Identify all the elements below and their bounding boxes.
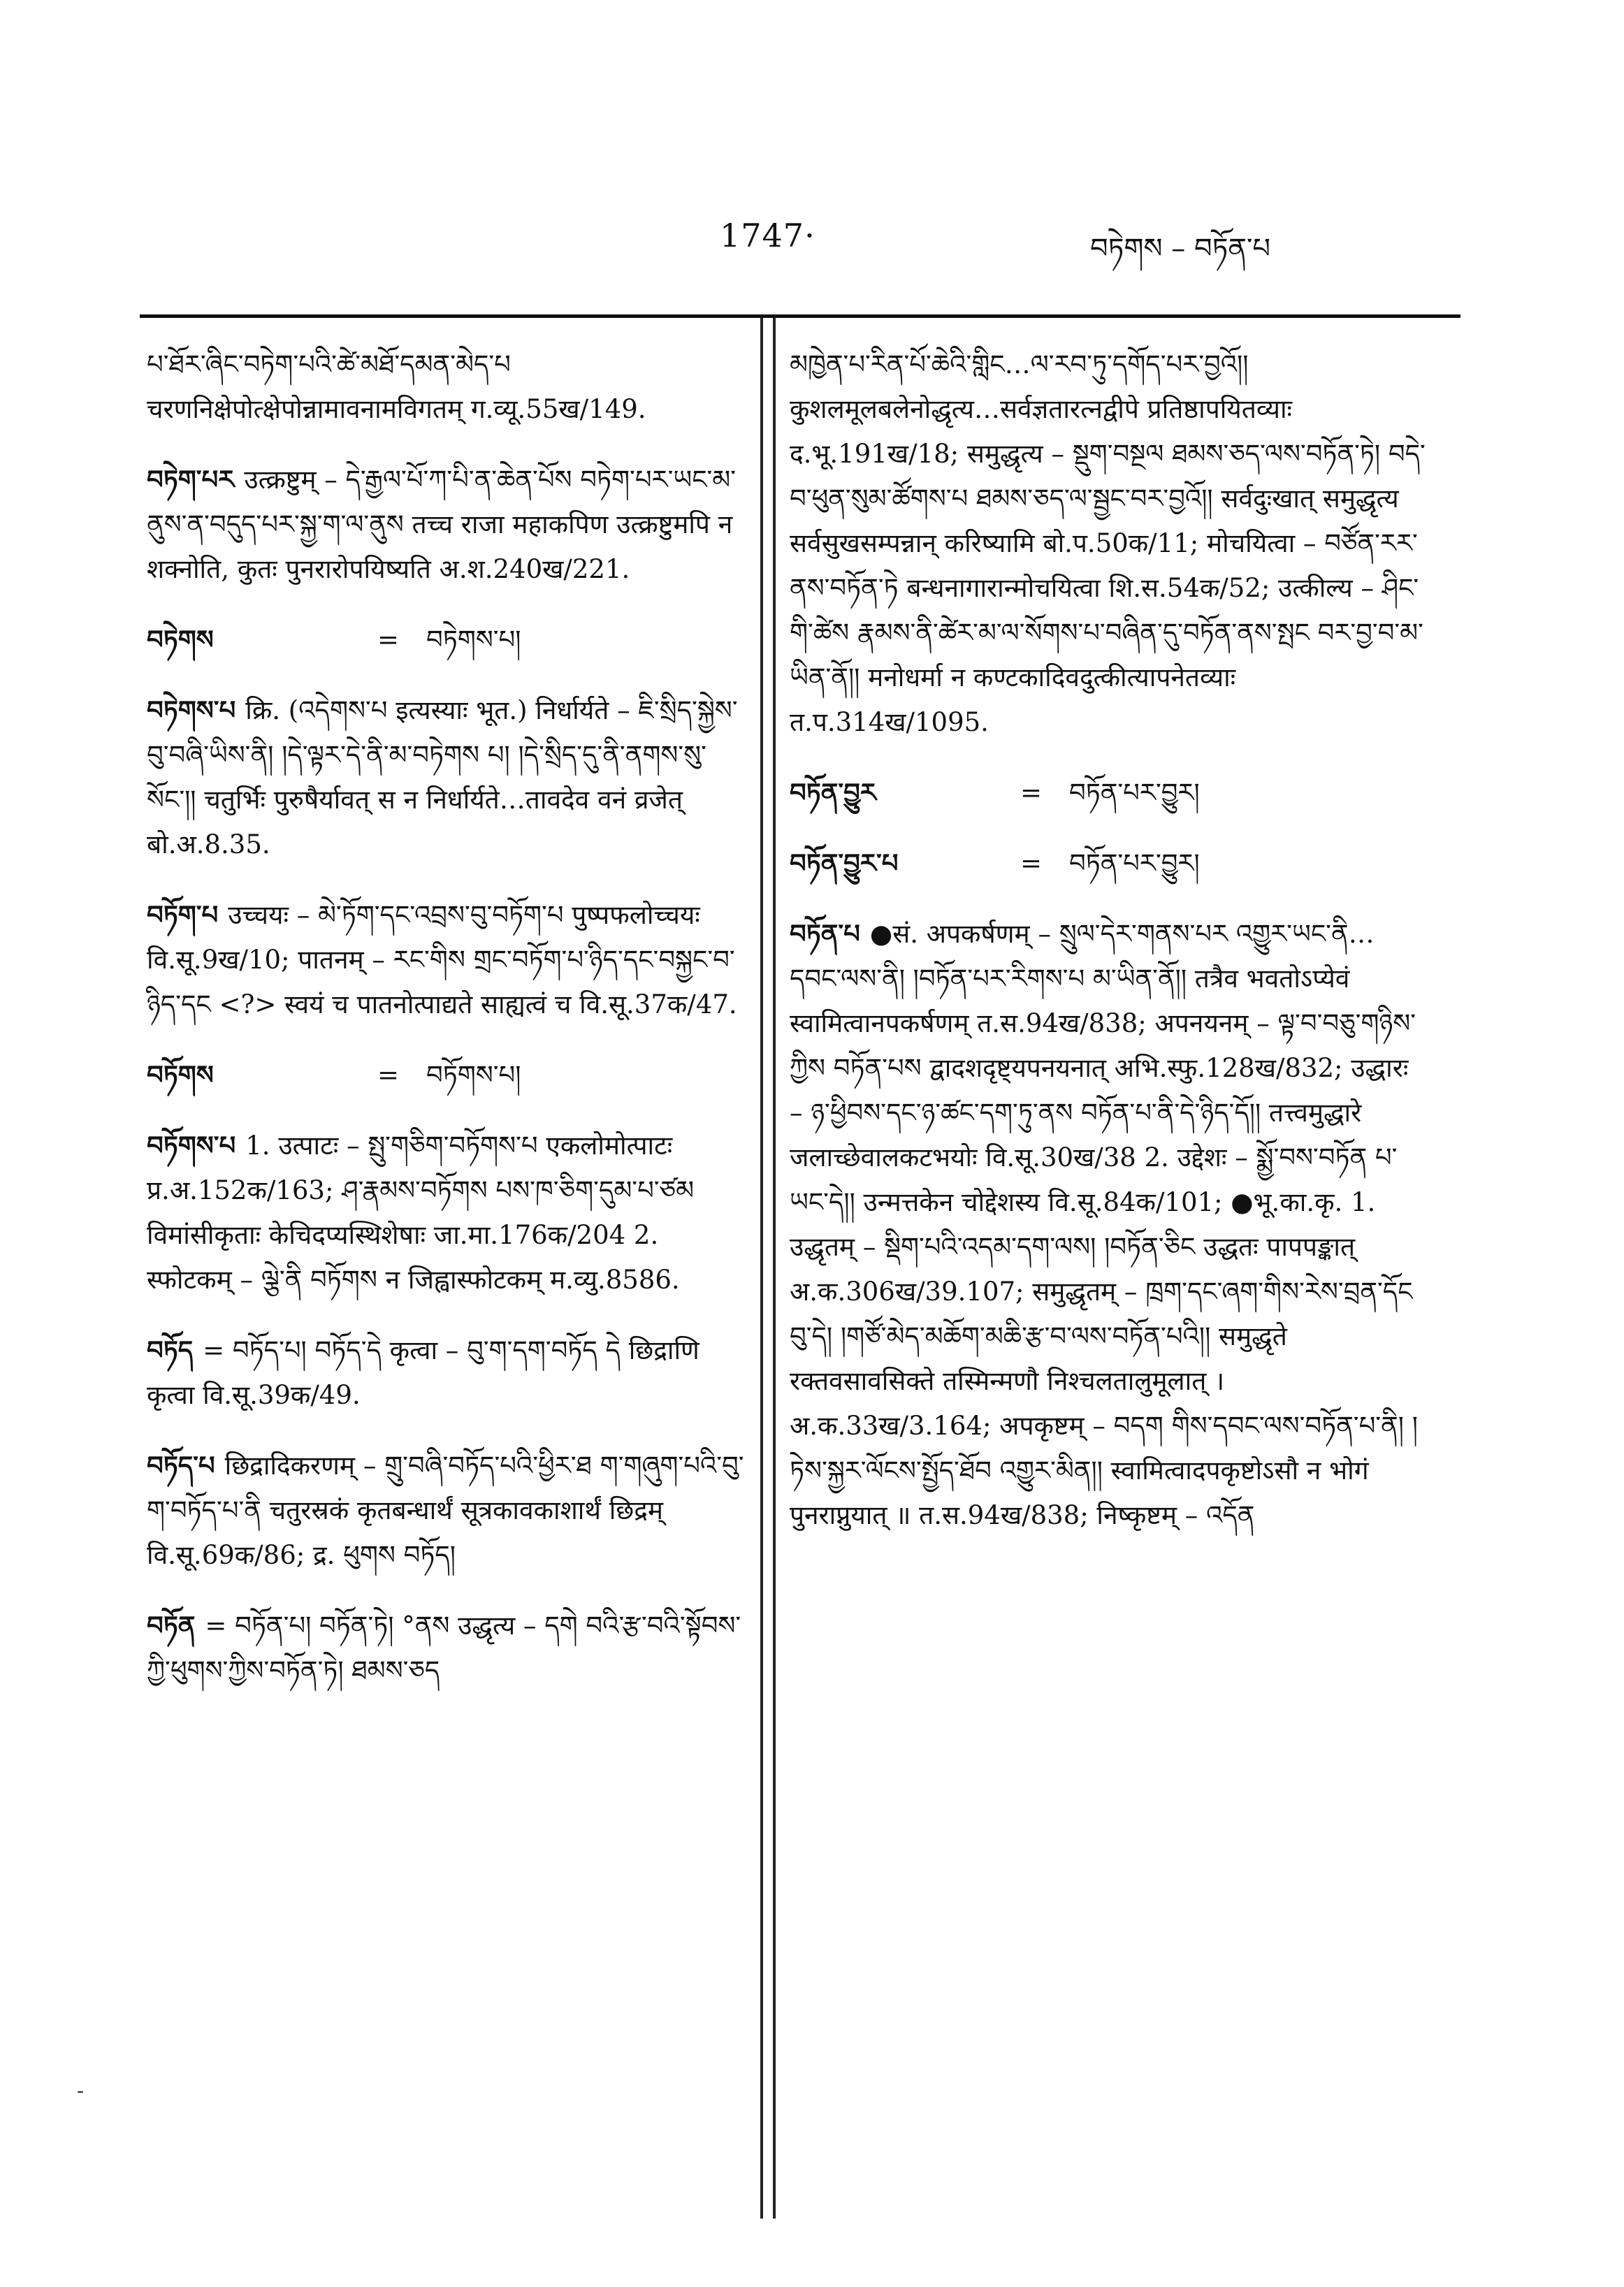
entry-text: པ་ཐོར་ཞིང་བཏེག་པའི་ཚེ་མཐོ་དམན་མེད་པ चरणनिक्षेपोत्क्षेपोन्नामावनामविगतम् ग.व्यू.55ख/149. (147, 349, 646, 424)
dictionary-entry (147, 892, 748, 1027)
dictionary-entry (147, 1603, 748, 1693)
entry-text: छिद्रादिकरणम् – གྲུ་བཞི་བཏོད་པའི་ཕྱིར་ཐ ག་གཞུག་པའི་བུ་ག་བཏོད་པ་ནི चतुरस्रकं कृतबन्धार्थं सूत्रकावकाशार्थं छिद्रम् वि.सू.69क/86; द्र. ཕུགས བཏོད། (147, 1451, 744, 1570)
entry-text: མཁྱེན་པ་རིན་པོ་ཆེའི་གླིང…ལ་རབ་ཏུ་དགོད་པར་བྱའོ།། कुशलमूलबलेनोद्धृत्य…सर्वज्ञतारत्नद्वीपे प्रतिष्ठापयितव्याः द.भू.191ख/18; समुद्धृत्य – སྡུག་བསྔལ ཐམས་ཅད་ལས་བཏོན་ཏེ། བདེ་བ་ཕུན་སུམ་ཚོགས་པ ཐམས་ཅད་ལ་སྦྱང་བར་བྱའོ།། सर्वदुःखात् समुद्धृत्य सर्वसुखसम्पन्नान् करिष्यामि बो.प.50क/11; मोचयित्वा – བཙོན་རར་ནས་བཏོན་ཏེ बन्धनागारान्मोचयित्वा शि.स.54क/52; उत्कील्य – ཤིང་གི་ཚེས རྣམས་ནི་ཚེར་མ་ལ་སོགས་པ་བཞིན་དུ་བཏོན་ནས་སྤང བར་བྱ་བ་མ་ཡིན་ནོ།། मनोधर्मा न कण्टकादिवदुत्कीत्यापनेतव्याः त.प.314ख/1095. (790, 349, 1426, 737)
entry-text: ●सं. अपकर्षणम् – སྲུལ་དེར་གནས་པར འགྱུར་ཡང་ནི…དབང་ལས་ནི། །བཏོན་པར་རིགས་པ མ་ཡིན་ནོ།། तत्रैव भवतोऽप्येवं स्वामित्वानपकर्षणम् त.स.94ख/838; अपनयनम् – ལྟ་བ་བཅུ་གཉིས་ཀྱིས བཏོན་པས द्वादशदृष्ट्यपनयनात् अभि.स्फु.128ख/832; उद्धारः – ཉ་ཕྱིབས་དང་ཉ་ཚང་དག་ཏུ་ནས བཏོན་པ་ནི་དེ་ཉིད་དོ།། तत्त्वमुद्धारे जलाच्छेवालकटभयोः वि.सू.30ख/38 2. उद्देशः – སྨྱོ་བས་བཏོན པ་ཡང་དེ།། उन्मत्तकेन चोद्देशस्य वि.सू.84क/101; ●भू.का.कृ. 1. उद्धृतम् – སྡིག་པའི་འདམ་དག་ལས། །བཏོན་ཅིང उद्धतः पापपङ्कात् अ.क.306ख/39.107; समुद्धृतम् – ཁྲག་དང་ཞག་གིས་རེས་བྲན་དོང བུ་དེ། །གཙོ་མེད་མཆོག་མཆི་རྩ་བ་ལས་བཏོན་པའི།། समुद्धृते रक्तवसावसिक्ते तस्मिन्मणौ निश्चलतालुमूलात् । अ.क.33ख/3.164; अपकृष्टम् – བདག གིས་དབང་ལས་བཏོན་པ་ནི། །ཏེས་སྐྱར་ལོངས་སྤྱོད་ཐོབ འགྱུར་མིན།། स्वामित्वादपकृष्टोऽसौ न भोगं पुनराप्नुयात् ॥ त.स.94ख/838; निष्कृष्टम् – འདོན (790, 919, 1418, 1530)
headword: བཏོད་པ (147, 1450, 215, 1481)
headword: བཏོགས་པ (147, 1130, 236, 1161)
right-column (790, 342, 1426, 1563)
column-divider-second (773, 318, 776, 2219)
column-divider (760, 318, 763, 2219)
equals-sign: = (377, 1060, 400, 1090)
headword: བཏེགས་པ (147, 695, 236, 725)
running-head: བཏེགས – བཏོན་པ (1090, 233, 1271, 265)
left-column (147, 342, 748, 1718)
entry-text: उच्चयः – མེ་ཏོག་དང་འབྲས་བུ་བཏོག་པ पुष्पफलोच्चयः वि.सू.9ख/10; पातनम् – རང་གིས གྲང་བཏོག་པ་ཉིད་དང་བསྐྱང་བ་ཉིད་དང <?> स्वयं च पातनोत्पाद्यते साह्यत्वं च वि.सू.37क/47. (147, 900, 737, 1019)
entry-text: = བཏོན་པ། བཏོན་ཏེ། °ནས उद्धृत्य – དགེ བའི་རྩ་བའི་སྟོབས་ཀྱི་ཕུགས་ཀྱིས་བཏོན་ཏེ། ཐམས་ཅད (147, 1611, 741, 1685)
headword: བཏོགས (147, 1059, 214, 1090)
dictionary-entry (790, 911, 1426, 1538)
dictionary-crossref (147, 1052, 748, 1098)
dictionary-entry (147, 1328, 748, 1418)
entry-text: क्रि. (འདེགས་པ इत्यस्याः भूत.) निर्धार्यते – ཇི་སྲིད་སྐྱེས་བུ་བཞི་ཡིས་ནི། །དེ་ལྟར་དེ་ནི་མ་བཏེགས པ། །དེ་སྲིད་དུ་ནི་ནགས་སུ་སོང༌།། चतुर्भिः पुरुषैर्यावत् स न निर्धार्यते…तावदेव वनं व्रजेत् बो.अ.8.35. (147, 695, 738, 859)
crossref-target: བཏེགས་པ། (426, 625, 521, 655)
entry-continuation (147, 342, 748, 432)
equals-sign: = (377, 625, 400, 655)
headword: བཏོན་བྱུར (790, 777, 876, 808)
headword: བཏེག་པར (147, 464, 235, 495)
headword: བཏོན་པ (790, 918, 860, 949)
top-rule (140, 314, 1460, 318)
equals-sign: = (1020, 848, 1043, 878)
dictionary-entry (147, 1443, 748, 1578)
crossref-target: བཏོགས་པ། (426, 1060, 521, 1090)
entry-text: 1. उत्पाटः – སྤུ་གཅིག་བཏོགས་པ एकलोमोत्पाटः प्र.अ.152क/163; ཤ་རྣམས་བཏོགས པས་ཁ་ཅིག་དུམ་པ་ཙམ विमांसीकृताः केचिदप्यस्थिशेषाः जा.मा.176क/204 2. स्फोटकम् – ལྕེ་ནི བཏོགས न जिह्वास्फोटकम् म.व्यु.8586. (147, 1131, 695, 1295)
dictionary-crossref (147, 617, 748, 662)
stray-mark: - (77, 2079, 85, 2103)
crossref-target: བཏོན་པར་བྱུར། (1069, 848, 1200, 878)
entry-text: उत्क्रष्टुम् – དེ་རྒྱལ་པོ་ཀ་པི་ན་ཆེན་པོས བཏེག་པར་ཡང་མ་ནུས་ན་བདུད་པར་སྐྱ་ག་ལ་ནུས तच्च राजा महाकपिण उत्क्रष्टुमपि न शक्नोति, कुतः पुनरारोपयिष्यति अ.श.240ख/221. (147, 465, 737, 584)
crossref-target: བཏོན་པར་བྱུར། (1069, 778, 1200, 808)
headword: བཏོག་པ (147, 899, 219, 930)
page-number: 1747· (720, 217, 815, 254)
headword: བཏོན་བྱུར་པ (790, 848, 899, 878)
headword: བཏེགས (147, 624, 214, 655)
entry-continuation (790, 342, 1426, 745)
headword: བཏོན (147, 1610, 196, 1641)
dictionary-crossref (790, 770, 1426, 815)
entry-text: = བཏོད་པ། བཏོད་དེ कृत्वा – བུ་ག་དག་བཏོད དེ छिद्राणि कृत्वा वि.सू.39क/49. (147, 1335, 699, 1410)
dictionary-crossref (790, 841, 1426, 886)
dictionary-entry (147, 1123, 748, 1302)
dictionary-entry (147, 457, 748, 592)
headword: བཏོད (147, 1335, 194, 1365)
dictionary-entry (147, 688, 748, 867)
equals-sign: = (1020, 778, 1043, 808)
